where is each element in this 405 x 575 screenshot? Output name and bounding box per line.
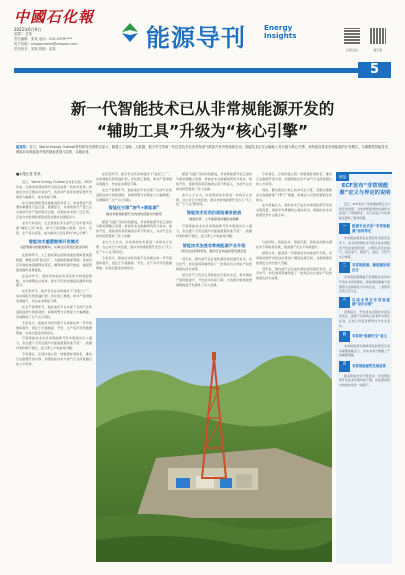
section-title: 以成本界定非常规能源“是否合理”: [352, 297, 390, 307]
sidebar-paragraph: 说明指出，开发成本会随技术进步而变化，因此不宜单纯以成本作为界定标准，应综合考虑资源特性与技术条件。: [339, 309, 390, 328]
editor-note: [16, 142, 388, 155]
headline: [20, 98, 385, 142]
paragraph: 在生产管理环节，智能油田平台实现了对油气井的远程监控与智能调控，故障预警与诊断能力大幅增强，有效降低了生产运行风险。: [96, 187, 172, 202]
article-column-3b: [176, 240, 252, 316]
issue-weekday: 星期二 总第: [14, 32, 33, 36]
subheading: 智能技术加速非常规能源产业升级: [182, 243, 246, 248]
sidebar-paragraph: 非常规能源是指在现有技术经济条件下，需采用特殊技术手段才能实现经济开发的能源资源，主要包括页岩油气、致密油气、煤层气、油砂、天然气水合物等。: [339, 236, 390, 259]
section-title: 能源专业术语“非常规能源”如何界定: [352, 224, 390, 233]
qr-code-icon: [344, 28, 360, 44]
sidebar-paragraph: 非常规能源侧重于资源赋存条件和开发技术的特殊性，新能源则侧重于能源形式的新颖性与可再生性，二者既有区别又有交叉。: [339, 275, 390, 294]
subheading: 智能化引领“油气+新能源”: [108, 205, 160, 211]
subheading: 智能技术重塑勘探开发模式: [28, 238, 80, 244]
subheading-sub: 推动非常规能源开发向绿色低碳方向转型: [106, 211, 162, 216]
meta-line: 责任校对：刘某 排版：某某: [14, 47, 56, 51]
paragraph: 尽管智能技术在非常规能源开发中展现出巨大潜力，但在推广应用过程中仍面临数据标准不统一、数据共享机制不健全、复合型人才短缺等问题。: [176, 224, 252, 239]
page-number: 5: [358, 62, 391, 78]
qr-caption: 扫码关注: [345, 48, 358, 52]
sidebar-paragraph: 非常规能源对保障国家能源安全具有重要战略意义，是未来油气增储上产的重要领域。: [339, 344, 390, 358]
paragraph: 近年来，国内油气企业加快智能油田建设步伐，在页岩气、致密油等领域形成了一批具有自主知识产权的智能化技术成果。: [256, 266, 332, 281]
sidebar-box: [336, 172, 392, 564]
subheading-sub: 数据共享、人才储备等问题亟待破解: [189, 216, 239, 221]
paragraph: 专家建议，应加快建立统一的数据标准体系，推动行业数据开放共享，加强智能技术与油气专业深度融合的人才培养。: [16, 352, 92, 367]
article-column-1: [16, 172, 92, 562]
editor-note-label: 编者按：: [16, 145, 30, 149]
paragraph: 在钻井环节，智能导向钻井系统实时分析地层参数，自动调整钻头轨迹，使水平段优质储层钻遇率持续提升。: [16, 273, 92, 288]
paragraph: 在压裂环节，数字孪生技术构建井下“虚拟工厂”，实时模拟压裂裂缝扩展，优化施工参数，单井产量得到有效提升，作业成本明显下降。: [96, 172, 172, 186]
paragraph: 随着“双碳”目标持续推进，非常规能源开发正加快与新能源融合发展。智能技术在碳捕集利用与封存、地热开发、氢能利用等领域的应用不断深入，为油气企业绿色转型提供了有力支撑。: [176, 172, 252, 191]
subheading-sub: 从经验驱动到数据驱动，从单点应用到全链条协同: [19, 245, 89, 250]
qr-caption: 数字报: [373, 48, 383, 52]
meta-line: 电子信箱：sinopecnews@sinopec.com: [14, 42, 78, 46]
paragraph: 同时，要持续加大核心技术攻关力度，突破关键算法与高端装备“卡脖子”难题，构建自主可控的智能技术体系。: [256, 187, 332, 202]
byline: ■本报记者 张某: [16, 172, 41, 176]
section-title: 非常规能源、新能源如何区分: [352, 263, 390, 272]
article-column-3: [176, 172, 252, 239]
issue-meta: [14, 27, 92, 52]
headline-line: “辅助工具”升级为“核心引擎”: [96, 122, 309, 140]
paragraph: 在勘探环节，人工智能算法能够快速处理海量地震数据，精准识别“甜点区”，大幅缩短勘探周期。某油田应用智能地震解释系统后，解释效率提升数倍，储层预测准确率显著提高。: [16, 252, 92, 272]
paragraph: 专家建议，应加快建立统一的数据标准体系，推动行业数据开放共享，加强智能技术与油气专业深度融合的人才培养。: [256, 172, 332, 186]
paragraph: 在压裂环节，数字孪生技术构建井下“虚拟工厂”，实时模拟压裂裂缝扩展，优化施工参数，单井产量得到有效提升，作业成本明显下降。: [16, 289, 92, 304]
paragraph: 在生产管理环节，智能油田平台实现了对油气井的远程监控与智能调控，故障预警与诊断能力大幅增强，有效降低了生产运行风险。: [16, 305, 92, 319]
paragraph: 近年来，国内油气企业加快智能油田建设步伐，在页岩气、致密油等领域形成了一批具有自主知识产权的智能化技术成果。: [176, 257, 252, 271]
headline-line: 新一代智能技术已从非常规能源开发的: [70, 100, 335, 118]
section-title: 非常规能源的发展前景: [352, 364, 386, 369]
paragraph: 随着“双碳”目标持续推进，非常规能源开发正加快与新能源融合发展。智能技术在碳捕集利用与封存、地热开发、氢能利用等领域的应用不断深入，为油气企业绿色转型提供了有力支撑。: [96, 219, 172, 239]
section-badge: 三: [339, 297, 350, 308]
editor-note-text: 近日，World Energy Outlook等机构发布的报告显示，随着人工智能、大数据、数字孪生等新一代信息技术在非常规油气勘探开发中的深度应用，智能技术正在从辅助工具升级为核心引擎，深刻改变着非常规能源的开发模式。本期聚焦智能技术赋能非常规能源开发的最新进展与趋势，以飨读者。: [16, 145, 389, 154]
section-title: 非常规“能源安全”意义: [352, 334, 387, 339]
qr-code-icon: [370, 28, 386, 44]
sidebar-paragraph: 随着智能技术不断进步，非常规能源开发成本有望持续下降，在能源结构中的地位将进一步提升。: [339, 373, 390, 388]
paragraph: 在全球能源转型加速推进的背景下，非常规油气资源的重要性日益凸显。数据显示，非常规油气产量已占全球油气总产量的相当比重，而智能技术的广泛应用，正成为非常规能源高质量发展的关键驱动力。: [16, 200, 92, 220]
paragraph: 展望未来，随着新一代智能技术持续迭代升级，非常规能源开发将迎来更加广阔的发展空间，为保障国家能源安全作出更大贡献。: [256, 250, 332, 265]
article-column-4b: [256, 240, 332, 316]
section-title: 能源导刊: [146, 24, 246, 52]
paragraph: 尽管智能技术在非常规能源开发中展现出巨大潜力，但在推广应用过程中仍面临数据标准不统一、数据共享机制不健全、复合型人才短缺等问题。: [16, 336, 92, 351]
sidebar-section: [339, 262, 390, 273]
sidebar-section: [339, 223, 390, 234]
section-badge: 二: [339, 262, 350, 273]
paragraph: 近日，World Energy Outlook发布报告称，2025年前，全球非常规能源开发将迎来新一轮技术变革。智能化技术正推动页岩油气、致密油气等非常规资源开发效率大幅提升，成本持续下降。: [16, 179, 92, 199]
meta-line: 责任编辑：张某 电话：010-5976****: [14, 37, 73, 41]
section-logo-icon: [118, 20, 142, 44]
section-title-en: Energy Insights: [264, 23, 297, 41]
masthead: [0, 0, 405, 82]
oil-rig-photo: [96, 318, 332, 562]
section-badge: 五: [339, 361, 350, 372]
sidebar-section: [339, 297, 390, 308]
section-badge: 一: [339, 223, 350, 234]
section-badge: 四: [339, 331, 350, 342]
paragraph: 与此同时，智能钻井、智能压裂、智能采油等关键技术不断取得突破，装备国产化水平持续提升。: [256, 240, 332, 249]
article-column-2: [96, 172, 172, 314]
sidebar-section: [339, 331, 390, 342]
masthead-rule: [14, 68, 358, 73]
paper-logo: 中國石化報: [14, 8, 95, 26]
sidebar-tag: 链接: [336, 174, 349, 181]
paragraph: 专家表示，智能技术的价值不仅体现在单一环节的效率提升，更在于打通勘探、开发、生产各环节的数据壁垒，实现全链条协同优化。: [16, 320, 92, 335]
sidebar-section: [339, 361, 390, 372]
sidebar-title: ECF发布“非常规能源”定义与界定的说明: [339, 183, 391, 196]
paragraph: 某页岩气示范区应用智能化压裂技术后，单井测试产量明显提升，开发成本持续下降，为我国非常规能源规模效益开发提供了有力支撑。: [176, 272, 252, 287]
subheading: 智能技术应用仍面临诸多挑战: [186, 210, 242, 216]
article-column-4: [256, 172, 332, 236]
subheading-sub: 国内企业积极布局，推动行业向高质量发展迈进: [181, 249, 247, 254]
paragraph: 专家表示，智能技术的价值不仅体现在单一环节的效率提升，更在于打通勘探、开发、生产各环节的数据壁垒，实现全链条协同优化。: [96, 255, 172, 270]
paragraph: 业内人士认为，未来智能技术将进一步向自主决策、自主执行方向发展，推动非常规能源开发迈入“无人化”“少人化”新阶段。: [96, 240, 172, 254]
paragraph: 业内人士认为，未来智能技术将进一步向自主决策、自主执行方向发展，推动非常规能源开发迈入“无人化”“少人化”新阶段。: [176, 192, 252, 207]
sidebar-paragraph: 近日，ECF发布了非常规能源定义与界定的说明，对非常规能源的内涵和外延进行了明确界定，为行业统计与政策制定提供了参考依据。: [339, 202, 390, 220]
paragraph: 业内专家指出，过去智能技术在油气行业中更多扮演“辅助工具”角色，如今已深度融入勘探、钻井、压裂、生产等全流程，成为推动行业变革的“核心引擎”。: [16, 221, 92, 235]
sidebar-body: [339, 202, 390, 389]
issue-date: 2022年6月9日: [14, 27, 42, 32]
paragraph: 业内普遍认为，智能技术已成为非常规能源开发的关键变量，谁能率先掌握核心智能技术，谁就能在未来能源竞争中占据主动。: [256, 203, 332, 218]
